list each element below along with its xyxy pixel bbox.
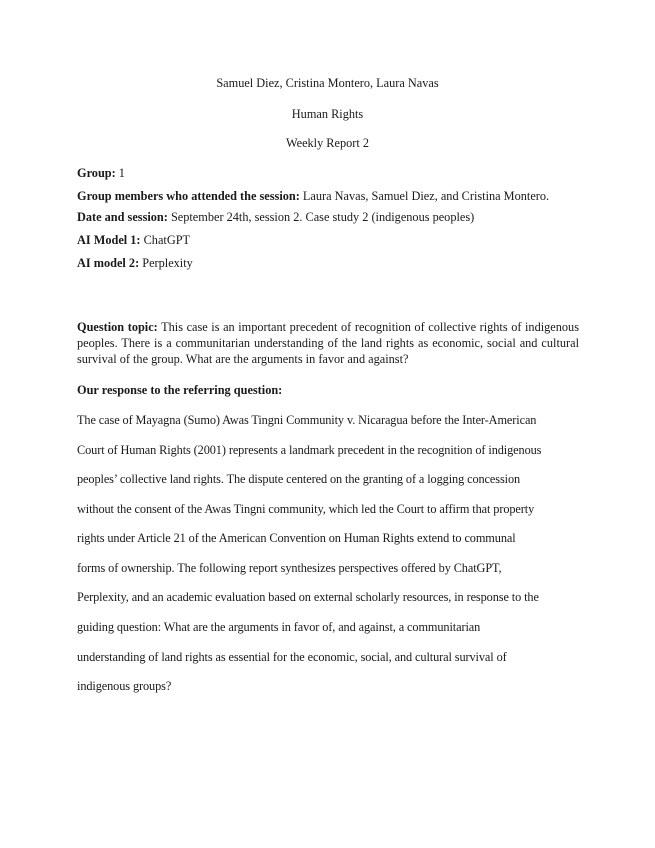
question-topic-label: Question topic: bbox=[77, 320, 158, 334]
question-topic-text: This case is an important precedent of recognition of collective rights of indigenous peoples. There is a communitarian understanding of the land rights as economic, social and cultural survival of the group. What are the arguments in favor and against? bbox=[77, 320, 579, 366]
members-label: Group members who attended the session: bbox=[77, 189, 300, 203]
response-line: peoples’ collective land rights. The dispute centered on the granting of a logging concession bbox=[77, 472, 521, 486]
course-title: Human Rights bbox=[291, 107, 364, 121]
ai-model-2-line bbox=[77, 256, 579, 271]
response-line: rights under Article 21 of the American Convention on Human Rights extend to communal bbox=[77, 531, 516, 545]
response-line: guiding question: What are the arguments in favor of, and against, a communitarian bbox=[77, 620, 481, 634]
ai-model-1-value: ChatGPT bbox=[140, 233, 191, 247]
group-label: Group: bbox=[77, 166, 116, 180]
report-title: Weekly Report 2 bbox=[285, 136, 370, 150]
date-value: September 24th, session 2. Case study 2 (indigenous peoples) bbox=[167, 210, 475, 224]
response-line: indigenous groups? bbox=[77, 679, 172, 693]
members-value: Laura Navas, Samuel Diez, and Cristina Montero. bbox=[299, 189, 550, 203]
ai-model-2-value: Perplexity bbox=[139, 256, 193, 270]
response-heading: Our response to the referring question: bbox=[77, 383, 283, 397]
group-line bbox=[77, 166, 579, 181]
date-line bbox=[77, 210, 579, 225]
question-topic-paragraph bbox=[77, 319, 579, 367]
date-label: Date and session: bbox=[77, 210, 168, 224]
ai-model-1-label: AI Model 1: bbox=[77, 233, 141, 247]
response-line: without the consent of the Awas Tingni community, which led the Court to affirm that property bbox=[77, 502, 535, 516]
ai-model-1-line bbox=[77, 233, 579, 248]
response-line: Court of Human Rights (2001) represents a landmark precedent in the recognition of indigenous bbox=[77, 443, 542, 457]
group-value: 1 bbox=[115, 166, 125, 180]
response-line: Perplexity, and an academic evaluation based on external scholarly resources, in response to the bbox=[77, 590, 539, 604]
ai-model-2-label: AI model 2: bbox=[77, 256, 140, 270]
members-line bbox=[77, 189, 579, 204]
response-line: The case of Mayagna (Sumo) Awas Tingni Community v. Nicaragua before the Inter-American bbox=[77, 413, 537, 427]
response-line: understanding of land rights as essential for the economic, social, and cultural survival of bbox=[77, 650, 507, 664]
authors-line: Samuel Diez, Cristina Montero, Laura Navas bbox=[216, 76, 439, 90]
response-line: forms of ownership. The following report synthesizes perspectives offered by ChatGPT, bbox=[77, 561, 502, 575]
